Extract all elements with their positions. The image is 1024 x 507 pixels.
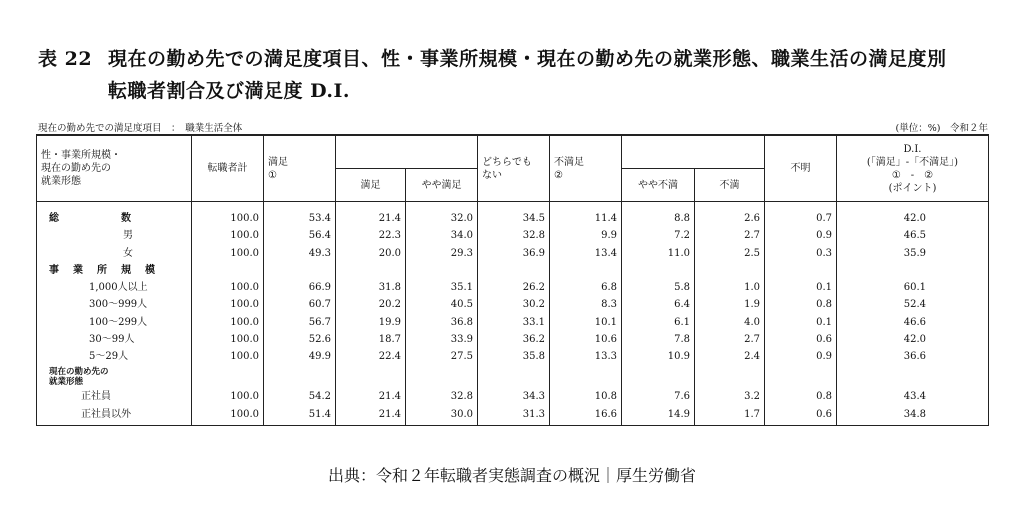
table-cell: 0.6 <box>765 405 837 426</box>
table-cell: 32.8 <box>478 227 550 244</box>
table-cell <box>622 366 695 388</box>
table-cell: 100.0 <box>192 348 264 365</box>
header-very-satisfied: 満足 <box>336 169 406 202</box>
table-row <box>37 314 989 331</box>
table-cell: 33.1 <box>478 314 550 331</box>
table-cell: 54.2 <box>264 388 336 405</box>
table-cell: 10.8 <box>550 388 622 405</box>
table-title-line2: 転職者割合及び満足度 D.I. <box>108 80 351 102</box>
table-cell: 0.8 <box>765 388 837 405</box>
table-cell: 3.2 <box>695 388 765 405</box>
table-cell <box>264 262 336 279</box>
table-cell: 18.7 <box>336 331 406 348</box>
table-cell: 11.4 <box>550 210 622 227</box>
table-cell: 33.9 <box>406 331 478 348</box>
table-row <box>37 245 989 262</box>
table-cell <box>336 262 406 279</box>
table-cell: 36.8 <box>406 314 478 331</box>
header-gap <box>336 135 406 169</box>
row-label: 100～299人 <box>37 314 192 331</box>
table-title <box>38 44 947 71</box>
table-cell: 100.0 <box>192 405 264 426</box>
table-cell <box>192 262 264 279</box>
table-cell: 4.0 <box>695 314 765 331</box>
table-cell: 31.3 <box>478 405 550 426</box>
table-cell: 52.6 <box>264 331 336 348</box>
table-cell: 32.8 <box>406 388 478 405</box>
table-cell: 36.6 <box>837 348 989 365</box>
table-cell: 35.8 <box>478 348 550 365</box>
table-cell: 36.2 <box>478 331 550 348</box>
table-cell: 49.3 <box>264 245 336 262</box>
table-cell: 6.4 <box>622 296 695 313</box>
table-cell: 26.2 <box>478 279 550 296</box>
table-cell: 6.1 <box>622 314 695 331</box>
table-cell: 100.0 <box>192 331 264 348</box>
table-cell: 21.4 <box>336 210 406 227</box>
table-cell: 13.3 <box>550 348 622 365</box>
table-cell: 46.6 <box>837 314 989 331</box>
row-label: 女 <box>37 245 192 262</box>
table-cell: 40.5 <box>406 296 478 313</box>
table-cell <box>406 262 478 279</box>
row-label: 1,000人以上 <box>37 279 192 296</box>
table-row <box>37 388 989 405</box>
table-cell <box>478 366 550 388</box>
table-cell <box>837 366 989 388</box>
header-very-dissatisfied: 不満 <box>695 169 765 202</box>
table-cell: 1.9 <box>695 296 765 313</box>
table-cell: 11.0 <box>622 245 695 262</box>
table-cell: 56.7 <box>264 314 336 331</box>
table-cell: 2.6 <box>695 210 765 227</box>
table-cell: 100.0 <box>192 210 264 227</box>
row-label: 300～999人 <box>37 296 192 313</box>
table-row <box>37 348 989 365</box>
table-cell: 10.6 <box>550 331 622 348</box>
table-number: 表 22 <box>38 48 93 70</box>
table-cell: 27.5 <box>406 348 478 365</box>
table-cell: 22.3 <box>336 227 406 244</box>
header-gap <box>406 135 478 169</box>
header-category: 性・事業所規模・ 現在の勤め先の 就業形態 <box>37 135 192 202</box>
table-cell <box>837 262 989 279</box>
table-cell: 8.3 <box>550 296 622 313</box>
table-cell: 49.9 <box>264 348 336 365</box>
table-cell: 1.7 <box>695 405 765 426</box>
header-gap <box>695 135 765 169</box>
table-cell <box>192 366 264 388</box>
table-cell <box>765 366 837 388</box>
table-cell: 1.0 <box>695 279 765 296</box>
table-cell: 10.9 <box>622 348 695 365</box>
table-cell: 9.9 <box>550 227 622 244</box>
table-cell: 0.7 <box>765 210 837 227</box>
table-row <box>37 331 989 348</box>
table-cell: 21.4 <box>336 388 406 405</box>
table-row <box>37 279 989 296</box>
table-cell: 43.4 <box>837 388 989 405</box>
table-row <box>37 366 989 388</box>
table-cell <box>264 366 336 388</box>
table-cell: 66.9 <box>264 279 336 296</box>
table-cell: 21.4 <box>336 405 406 426</box>
table-cell: 10.1 <box>550 314 622 331</box>
header-di: D.I. (「満足」-「不満足」) ① - ② (ポイント) <box>837 135 989 202</box>
table-cell: 100.0 <box>192 296 264 313</box>
table-cell: 35.1 <box>406 279 478 296</box>
table-cell: 22.4 <box>336 348 406 365</box>
table-cell: 0.8 <box>765 296 837 313</box>
table-cell: 52.4 <box>837 296 989 313</box>
table-row <box>37 296 989 313</box>
header-dissatisfied: 不満足 ② <box>550 135 622 202</box>
table-cell: 0.9 <box>765 227 837 244</box>
table-row <box>37 210 989 227</box>
table-cell <box>765 262 837 279</box>
table-cell: 19.9 <box>336 314 406 331</box>
table-cell: 0.1 <box>765 279 837 296</box>
table-cell: 42.0 <box>837 210 989 227</box>
table-cell: 100.0 <box>192 245 264 262</box>
table-cell: 34.3 <box>478 388 550 405</box>
table-cell: 5.8 <box>622 279 695 296</box>
table-cell: 8.8 <box>622 210 695 227</box>
table-cell: 56.4 <box>264 227 336 244</box>
table-cell: 32.0 <box>406 210 478 227</box>
row-label: 総 数 <box>37 210 192 227</box>
table-cell: 60.7 <box>264 296 336 313</box>
table-cell: 16.6 <box>550 405 622 426</box>
table-cell <box>695 366 765 388</box>
table-cell <box>550 262 622 279</box>
table-cell: 34.5 <box>478 210 550 227</box>
subheader-units: (単位：%) 令和２年 <box>895 123 988 134</box>
table-cell: 0.1 <box>765 314 837 331</box>
table-cell: 2.7 <box>695 227 765 244</box>
table-cell: 34.0 <box>406 227 478 244</box>
table-cell: 7.8 <box>622 331 695 348</box>
header-neutral: どちらでも ない <box>478 135 550 202</box>
table-cell: 100.0 <box>192 314 264 331</box>
table-cell: 30.2 <box>478 296 550 313</box>
row-label: 現在の勤め先の 就業形態 <box>37 366 192 388</box>
table-cell: 2.7 <box>695 331 765 348</box>
header-gap <box>622 135 695 169</box>
table-cell: 13.4 <box>550 245 622 262</box>
table-cell: 53.4 <box>264 210 336 227</box>
table-cell: 34.8 <box>837 405 989 426</box>
table-cell: 0.9 <box>765 348 837 365</box>
table-cell: 42.0 <box>837 331 989 348</box>
table-body <box>37 202 989 426</box>
table-cell: 0.3 <box>765 245 837 262</box>
table-cell: 60.1 <box>837 279 989 296</box>
table-cell <box>550 366 622 388</box>
data-table <box>36 134 989 426</box>
table-cell: 2.5 <box>695 245 765 262</box>
table-row <box>37 227 989 244</box>
table-cell: 0.6 <box>765 331 837 348</box>
table-cell: 100.0 <box>192 388 264 405</box>
table-cell: 20.2 <box>336 296 406 313</box>
header-somewhat-dissatisfied: やや不満 <box>622 169 695 202</box>
table-cell: 29.3 <box>406 245 478 262</box>
table-cell <box>622 262 695 279</box>
table-cell: 46.5 <box>837 227 989 244</box>
row-label: 正社員以外 <box>37 405 192 426</box>
table-cell <box>336 366 406 388</box>
table-cell: 30.0 <box>406 405 478 426</box>
source-caption: 出典：令和２年転職者実態調査の概況｜厚生労働省 <box>327 466 696 485</box>
table-cell: 100.0 <box>192 227 264 244</box>
table-cell <box>406 366 478 388</box>
table-cell: 31.8 <box>336 279 406 296</box>
header-total: 転職者計 <box>192 135 264 202</box>
row-label: 正社員 <box>37 388 192 405</box>
subheader-left: 現在の勤め先での満足度項目 ： 職業生活全体 <box>38 123 243 134</box>
table-cell: 20.0 <box>336 245 406 262</box>
header-satisfied: 満足 ① <box>264 135 336 202</box>
table-title-line1: 現在の勤め先での満足度項目、性・事業所規模・現在の勤め先の就業形態、職業生活の満足度別 <box>108 48 947 70</box>
table-cell: 6.8 <box>550 279 622 296</box>
row-label: 事 業 所 規 模 <box>37 262 192 279</box>
table-row <box>37 405 989 426</box>
row-label: 30～99人 <box>37 331 192 348</box>
table-cell: 14.9 <box>622 405 695 426</box>
table-cell: 35.9 <box>837 245 989 262</box>
table-cell: 2.4 <box>695 348 765 365</box>
table-cell: 51.4 <box>264 405 336 426</box>
table-row <box>37 262 989 279</box>
table-cell <box>695 262 765 279</box>
table-cell: 7.2 <box>622 227 695 244</box>
table-cell: 36.9 <box>478 245 550 262</box>
header-somewhat-satisfied: やや満足 <box>406 169 478 202</box>
row-label: 5～29人 <box>37 348 192 365</box>
header-unknown: 不明 <box>765 135 837 202</box>
table-cell: 7.6 <box>622 388 695 405</box>
row-label: 男 <box>37 227 192 244</box>
table-cell <box>478 262 550 279</box>
table-cell: 100.0 <box>192 279 264 296</box>
